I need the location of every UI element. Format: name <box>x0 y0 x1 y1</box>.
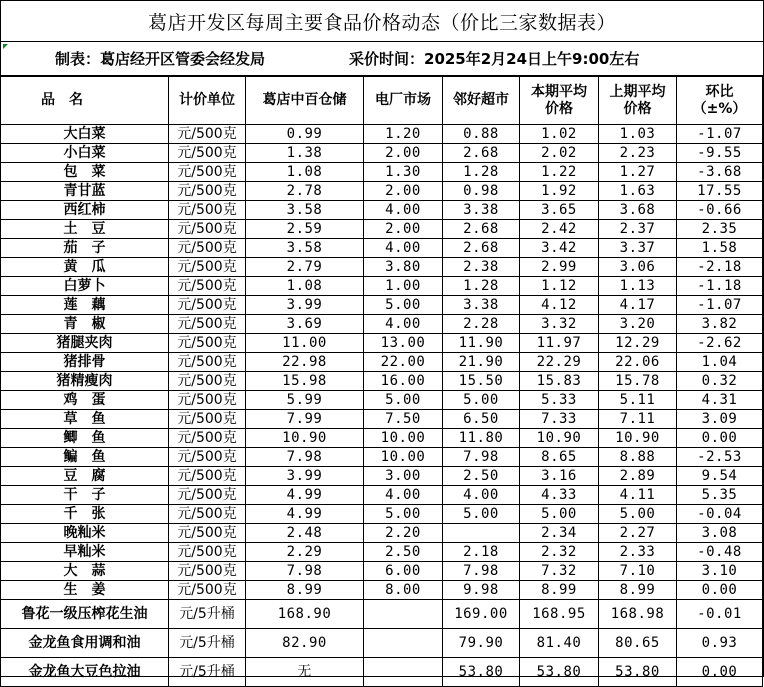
cell-item-name: 金龙鱼大豆色拉油 <box>1 658 169 687</box>
sheet-title <box>1 1 763 42</box>
cell-store2-price: 5.00 <box>364 505 443 524</box>
cell-change: -2.53 <box>677 448 763 467</box>
cell-change: 1.04 <box>677 353 763 372</box>
cell-current-avg: 7.32 <box>520 562 599 581</box>
cell-store1-price: 4.99 <box>246 486 364 505</box>
cell-change: -1.07 <box>677 296 763 315</box>
table-row <box>1 163 763 182</box>
cell-unit: 元/500克 <box>169 315 246 334</box>
cell-unit: 元/500克 <box>169 163 246 182</box>
cell-current-avg: 2.32 <box>520 543 599 562</box>
cell-change: 17.55 <box>677 182 763 201</box>
cell-unit: 元/500克 <box>169 258 246 277</box>
cell-unit: 元/500克 <box>169 486 246 505</box>
cell-comment-marker-icon <box>3 44 8 49</box>
cell-prev-avg: 5.00 <box>599 505 677 524</box>
cell-item-name: 青甘蓝 <box>1 182 169 201</box>
cell-store2-price: 4.00 <box>364 315 443 334</box>
cell-store2-price: 4.00 <box>364 486 443 505</box>
table-row <box>1 524 763 543</box>
cell-unit: 元/5升桶 <box>169 629 246 658</box>
meta-row <box>1 42 763 76</box>
cell-store3-price: 2.28 <box>443 315 520 334</box>
cell-current-avg: 8.65 <box>520 448 599 467</box>
cell-unit: 元/500克 <box>169 125 246 144</box>
cell-prev-avg: 12.29 <box>599 334 677 353</box>
cell-store1-price: 4.99 <box>246 505 364 524</box>
cell-prev-avg: 2.33 <box>599 543 677 562</box>
table-row <box>1 201 763 220</box>
cell-store1-price: 2.48 <box>246 524 364 543</box>
cell-store2-price: 3.00 <box>364 467 443 486</box>
cell-store2-price: 2.20 <box>364 524 443 543</box>
cell-change: 3.82 <box>677 315 763 334</box>
cell-prev-avg: 3.37 <box>599 239 677 258</box>
cell-store1-price: 10.90 <box>246 429 364 448</box>
cell-store2-price <box>364 600 443 629</box>
cell-current-avg: 53.80 <box>520 658 599 687</box>
cell-store3-price: 2.38 <box>443 258 520 277</box>
table-row <box>1 334 763 353</box>
header-item: 品 名 <box>1 77 169 125</box>
cell-item-name: 千 张 <box>1 505 169 524</box>
cell-change: 1.58 <box>677 239 763 258</box>
cell-unit: 元/500克 <box>169 201 246 220</box>
cell-prev-avg: 15.78 <box>599 372 677 391</box>
cell-store3-price: 0.88 <box>443 125 520 144</box>
cell-store3-price: 3.38 <box>443 201 520 220</box>
table-row <box>1 467 763 486</box>
cell-prev-avg: 1.13 <box>599 277 677 296</box>
header-change-line1: 环比 <box>705 83 734 100</box>
cell-store3-price: 2.68 <box>443 239 520 258</box>
cell-change: 3.08 <box>677 524 763 543</box>
cell-unit: 元/500克 <box>169 144 246 163</box>
header-row <box>1 77 763 125</box>
cell-store1-price: 2.29 <box>246 543 364 562</box>
cell-unit: 元/5升桶 <box>169 658 246 687</box>
cell-store1-price: 1.38 <box>246 144 364 163</box>
header-current-avg-line2: 价格 <box>545 100 573 117</box>
cell-current-avg: 2.99 <box>520 258 599 277</box>
price-time-label: 采价时间：2025年2月24日上午9:00左右 <box>349 50 640 68</box>
cell-unit: 元/500克 <box>169 391 246 410</box>
cell-store1-price: 8.99 <box>246 581 364 600</box>
cell-unit: 元/500克 <box>169 296 246 315</box>
cell-store3-price: 2.50 <box>443 467 520 486</box>
cell-store1-price: 1.08 <box>246 277 364 296</box>
cell-change: -0.01 <box>677 600 763 629</box>
cell-item-name: 金龙鱼食用调和油 <box>1 629 169 658</box>
cell-unit: 元/500克 <box>169 429 246 448</box>
table-row <box>1 658 763 687</box>
maker-label: 制表：葛店经开区管委会经发局 <box>55 50 266 68</box>
cell-prev-avg: 8.99 <box>599 581 677 600</box>
cell-prev-avg: 2.27 <box>599 524 677 543</box>
header-unit: 计价单位 <box>169 77 246 125</box>
header-prev-avg-line2: 价格 <box>623 100 652 117</box>
table-row <box>1 629 763 658</box>
cell-current-avg: 22.29 <box>520 353 599 372</box>
cell-current-avg: 3.65 <box>520 201 599 220</box>
cell-store3-price: 6.50 <box>443 410 520 429</box>
table-row <box>1 410 763 429</box>
cell-current-avg: 10.90 <box>520 429 599 448</box>
cell-item-name: 豆 腐 <box>1 467 169 486</box>
cell-item-name: 莲 藕 <box>1 296 169 315</box>
cell-store2-price: 22.00 <box>364 353 443 372</box>
cell-unit: 元/500克 <box>169 182 246 201</box>
cell-unit: 元/500克 <box>169 524 246 543</box>
cell-current-avg: 2.34 <box>520 524 599 543</box>
cell-prev-avg: 8.88 <box>599 448 677 467</box>
table-row <box>1 239 763 258</box>
cell-store3-price: 21.90 <box>443 353 520 372</box>
header-store2: 电厂市场 <box>364 77 443 125</box>
table-row <box>1 353 763 372</box>
table-row <box>1 448 763 467</box>
table-row <box>1 144 763 163</box>
cell-store1-price: 0.99 <box>246 125 364 144</box>
cell-change: -0.66 <box>677 201 763 220</box>
cell-store1-price: 15.98 <box>246 372 364 391</box>
cell-change: -3.68 <box>677 163 763 182</box>
cell-store2-price: 4.00 <box>364 239 443 258</box>
cell-change: -0.48 <box>677 543 763 562</box>
cell-store3-price: 2.68 <box>443 144 520 163</box>
cell-store3-price: 5.00 <box>443 505 520 524</box>
cell-prev-avg: 7.10 <box>599 562 677 581</box>
cell-store2-price: 10.00 <box>364 448 443 467</box>
cell-store1-price: 3.69 <box>246 315 364 334</box>
cell-unit: 元/500克 <box>169 372 246 391</box>
cell-store2-price: 1.00 <box>364 277 443 296</box>
cell-change: 0.93 <box>677 629 763 658</box>
cell-store1-price: 3.99 <box>246 296 364 315</box>
cell-unit: 元/500克 <box>169 334 246 353</box>
cell-change: -1.07 <box>677 125 763 144</box>
cell-item-name: 土 豆 <box>1 220 169 239</box>
cell-unit: 元/500克 <box>169 543 246 562</box>
cell-item-name: 鸡 蛋 <box>1 391 169 410</box>
cell-store2-price <box>364 629 443 658</box>
cell-current-avg: 1.22 <box>520 163 599 182</box>
table-row <box>1 429 763 448</box>
cell-change: 0.32 <box>677 372 763 391</box>
cell-unit: 元/5升桶 <box>169 600 246 629</box>
cell-change: -2.18 <box>677 258 763 277</box>
cell-current-avg: 5.33 <box>520 391 599 410</box>
header-current-avg <box>520 77 599 125</box>
cell-store3-price: 11.90 <box>443 334 520 353</box>
cell-store2-price: 4.00 <box>364 201 443 220</box>
cell-change: 3.09 <box>677 410 763 429</box>
cell-item-name: 小白菜 <box>1 144 169 163</box>
cell-item-name: 包 菜 <box>1 163 169 182</box>
cell-store2-price: 16.00 <box>364 372 443 391</box>
cell-store1-price: 7.99 <box>246 410 364 429</box>
price-table <box>0 76 763 687</box>
header-current-avg-line1: 本期平均 <box>531 83 587 100</box>
cell-prev-avg: 2.23 <box>599 144 677 163</box>
header-store1: 葛店中百仓储 <box>246 77 364 125</box>
cell-current-avg: 1.02 <box>520 125 599 144</box>
cell-item-name: 干 子 <box>1 486 169 505</box>
cell-prev-avg: 53.80 <box>599 658 677 687</box>
cell-store2-price: 2.00 <box>364 182 443 201</box>
cell-store1-price: 无 <box>246 658 364 687</box>
cell-store1-price: 82.90 <box>246 629 364 658</box>
cell-store2-price: 8.00 <box>364 581 443 600</box>
cell-current-avg: 5.00 <box>520 505 599 524</box>
cell-prev-avg: 1.03 <box>599 125 677 144</box>
table-row <box>1 182 763 201</box>
cell-store3-price: 9.98 <box>443 581 520 600</box>
cell-prev-avg: 1.63 <box>599 182 677 201</box>
cell-store2-price: 5.00 <box>364 391 443 410</box>
cell-item-name: 青 椒 <box>1 315 169 334</box>
cell-current-avg: 4.33 <box>520 486 599 505</box>
cell-store2-price: 3.80 <box>364 258 443 277</box>
cell-prev-avg: 4.11 <box>599 486 677 505</box>
cell-prev-avg: 10.90 <box>599 429 677 448</box>
cell-store2-price: 5.00 <box>364 296 443 315</box>
cell-store1-price: 11.00 <box>246 334 364 353</box>
cell-prev-avg: 22.06 <box>599 353 677 372</box>
cell-store3-price: 2.68 <box>443 220 520 239</box>
cell-change: -1.18 <box>677 277 763 296</box>
cell-item-name: 猪精瘦肉 <box>1 372 169 391</box>
cell-item-name: 猪腿夹肉 <box>1 334 169 353</box>
cell-prev-avg: 2.89 <box>599 467 677 486</box>
table-row <box>1 296 763 315</box>
cell-change: 0.00 <box>677 658 763 687</box>
cell-store1-price: 2.79 <box>246 258 364 277</box>
cell-store3-price: 1.28 <box>443 277 520 296</box>
cell-change: -0.04 <box>677 505 763 524</box>
cell-store1-price: 3.99 <box>246 467 364 486</box>
cell-current-avg: 8.99 <box>520 581 599 600</box>
cell-unit: 元/500克 <box>169 220 246 239</box>
table-row <box>1 600 763 629</box>
table-row <box>1 505 763 524</box>
cell-unit: 元/500克 <box>169 410 246 429</box>
cell-current-avg: 1.12 <box>520 277 599 296</box>
cell-item-name: 晚籼米 <box>1 524 169 543</box>
cell-store2-price <box>364 658 443 687</box>
cell-current-avg: 2.42 <box>520 220 599 239</box>
cell-item-name: 鲫 鱼 <box>1 429 169 448</box>
cell-current-avg: 3.32 <box>520 315 599 334</box>
cell-store2-price: 2.50 <box>364 543 443 562</box>
cell-store3-price <box>443 524 520 543</box>
cell-store3-price: 3.38 <box>443 296 520 315</box>
cell-store1-price: 3.58 <box>246 201 364 220</box>
cell-unit: 元/500克 <box>169 239 246 258</box>
cell-item-name: 早籼米 <box>1 543 169 562</box>
cell-item-name: 西红柿 <box>1 201 169 220</box>
table-row <box>1 258 763 277</box>
cell-store3-price: 53.80 <box>443 658 520 687</box>
table-body <box>1 125 763 687</box>
cell-unit: 元/500克 <box>169 505 246 524</box>
cell-change: 4.31 <box>677 391 763 410</box>
table-row <box>1 391 763 410</box>
cell-item-name: 白萝卜 <box>1 277 169 296</box>
cell-store2-price: 10.00 <box>364 429 443 448</box>
cell-store1-price: 7.98 <box>246 562 364 581</box>
cell-store2-price: 1.20 <box>364 125 443 144</box>
cell-unit: 元/500克 <box>169 353 246 372</box>
cell-item-name: 茄 子 <box>1 239 169 258</box>
cell-store2-price: 2.00 <box>364 144 443 163</box>
table-row <box>1 581 763 600</box>
cell-current-avg: 81.40 <box>520 629 599 658</box>
cell-change: 5.35 <box>677 486 763 505</box>
cell-store3-price: 15.50 <box>443 372 520 391</box>
cell-store2-price: 6.00 <box>364 562 443 581</box>
header-change-line2: （±%） <box>692 100 747 117</box>
cell-store3-price: 1.28 <box>443 163 520 182</box>
cell-current-avg: 2.02 <box>520 144 599 163</box>
cell-store3-price: 7.98 <box>443 448 520 467</box>
cell-change: 3.10 <box>677 562 763 581</box>
cell-item-name: 草 鱼 <box>1 410 169 429</box>
cell-store3-price: 5.00 <box>443 391 520 410</box>
cell-prev-avg: 3.68 <box>599 201 677 220</box>
cell-prev-avg: 80.65 <box>599 629 677 658</box>
table-row <box>1 220 763 239</box>
cell-item-name: 鲁花一级压榨花生油 <box>1 600 169 629</box>
cell-item-name: 生 姜 <box>1 581 169 600</box>
cell-prev-avg: 3.20 <box>599 315 677 334</box>
cell-store2-price: 7.50 <box>364 410 443 429</box>
cell-unit: 元/500克 <box>169 467 246 486</box>
cell-change: 0.00 <box>677 581 763 600</box>
cell-store2-price: 1.30 <box>364 163 443 182</box>
cell-unit: 元/500克 <box>169 581 246 600</box>
cell-store3-price: 4.00 <box>443 486 520 505</box>
cell-prev-avg: 1.27 <box>599 163 677 182</box>
cell-store3-price: 169.00 <box>443 600 520 629</box>
cell-prev-avg: 3.06 <box>599 258 677 277</box>
cell-store3-price: 0.98 <box>443 182 520 201</box>
cell-store1-price: 1.08 <box>246 163 364 182</box>
cell-prev-avg: 7.11 <box>599 410 677 429</box>
cell-store1-price: 7.98 <box>246 448 364 467</box>
sheet-title-text: 葛店开发区每周主要食品价格动态（价比三家数据表） <box>147 11 616 34</box>
cell-store3-price: 11.80 <box>443 429 520 448</box>
cell-change: -2.62 <box>677 334 763 353</box>
table-row <box>1 372 763 391</box>
cell-current-avg: 15.83 <box>520 372 599 391</box>
cell-item-name: 大白菜 <box>1 125 169 144</box>
cell-prev-avg: 4.17 <box>599 296 677 315</box>
cell-store1-price: 168.90 <box>246 600 364 629</box>
cell-change: 0.00 <box>677 429 763 448</box>
cell-store1-price: 3.58 <box>246 239 364 258</box>
table-row <box>1 315 763 334</box>
header-change <box>677 77 763 125</box>
cell-current-avg: 3.16 <box>520 467 599 486</box>
cell-change: -9.55 <box>677 144 763 163</box>
cell-store1-price: 2.59 <box>246 220 364 239</box>
cell-current-avg: 4.12 <box>520 296 599 315</box>
cell-item-name: 猪排骨 <box>1 353 169 372</box>
table-row <box>1 543 763 562</box>
header-store3: 邻好超市 <box>443 77 520 125</box>
cell-item-name: 大 蒜 <box>1 562 169 581</box>
cell-store2-price: 13.00 <box>364 334 443 353</box>
table-row <box>1 486 763 505</box>
cell-change: 2.35 <box>677 220 763 239</box>
cell-unit: 元/500克 <box>169 448 246 467</box>
cell-prev-avg: 168.98 <box>599 600 677 629</box>
cell-current-avg: 7.33 <box>520 410 599 429</box>
cell-store1-price: 5.99 <box>246 391 364 410</box>
cell-change: 9.54 <box>677 467 763 486</box>
cell-store2-price: 2.00 <box>364 220 443 239</box>
cell-store3-price: 2.18 <box>443 543 520 562</box>
table-row <box>1 277 763 296</box>
cell-prev-avg: 2.37 <box>599 220 677 239</box>
cell-store1-price: 22.98 <box>246 353 364 372</box>
cell-current-avg: 11.97 <box>520 334 599 353</box>
cell-item-name: 黄 瓜 <box>1 258 169 277</box>
cell-store1-price: 2.78 <box>246 182 364 201</box>
cell-unit: 元/500克 <box>169 277 246 296</box>
cell-store3-price: 7.98 <box>443 562 520 581</box>
cell-current-avg: 3.42 <box>520 239 599 258</box>
table-row <box>1 562 763 581</box>
header-prev-avg <box>599 77 677 125</box>
cell-unit: 元/500克 <box>169 562 246 581</box>
cell-current-avg: 168.95 <box>520 600 599 629</box>
table-row <box>1 125 763 144</box>
header-prev-avg-line1: 上期平均 <box>609 83 666 100</box>
cell-current-avg: 1.92 <box>520 182 599 201</box>
cell-store3-price: 79.90 <box>443 629 520 658</box>
cell-prev-avg: 5.11 <box>599 391 677 410</box>
cell-item-name: 鳊 鱼 <box>1 448 169 467</box>
